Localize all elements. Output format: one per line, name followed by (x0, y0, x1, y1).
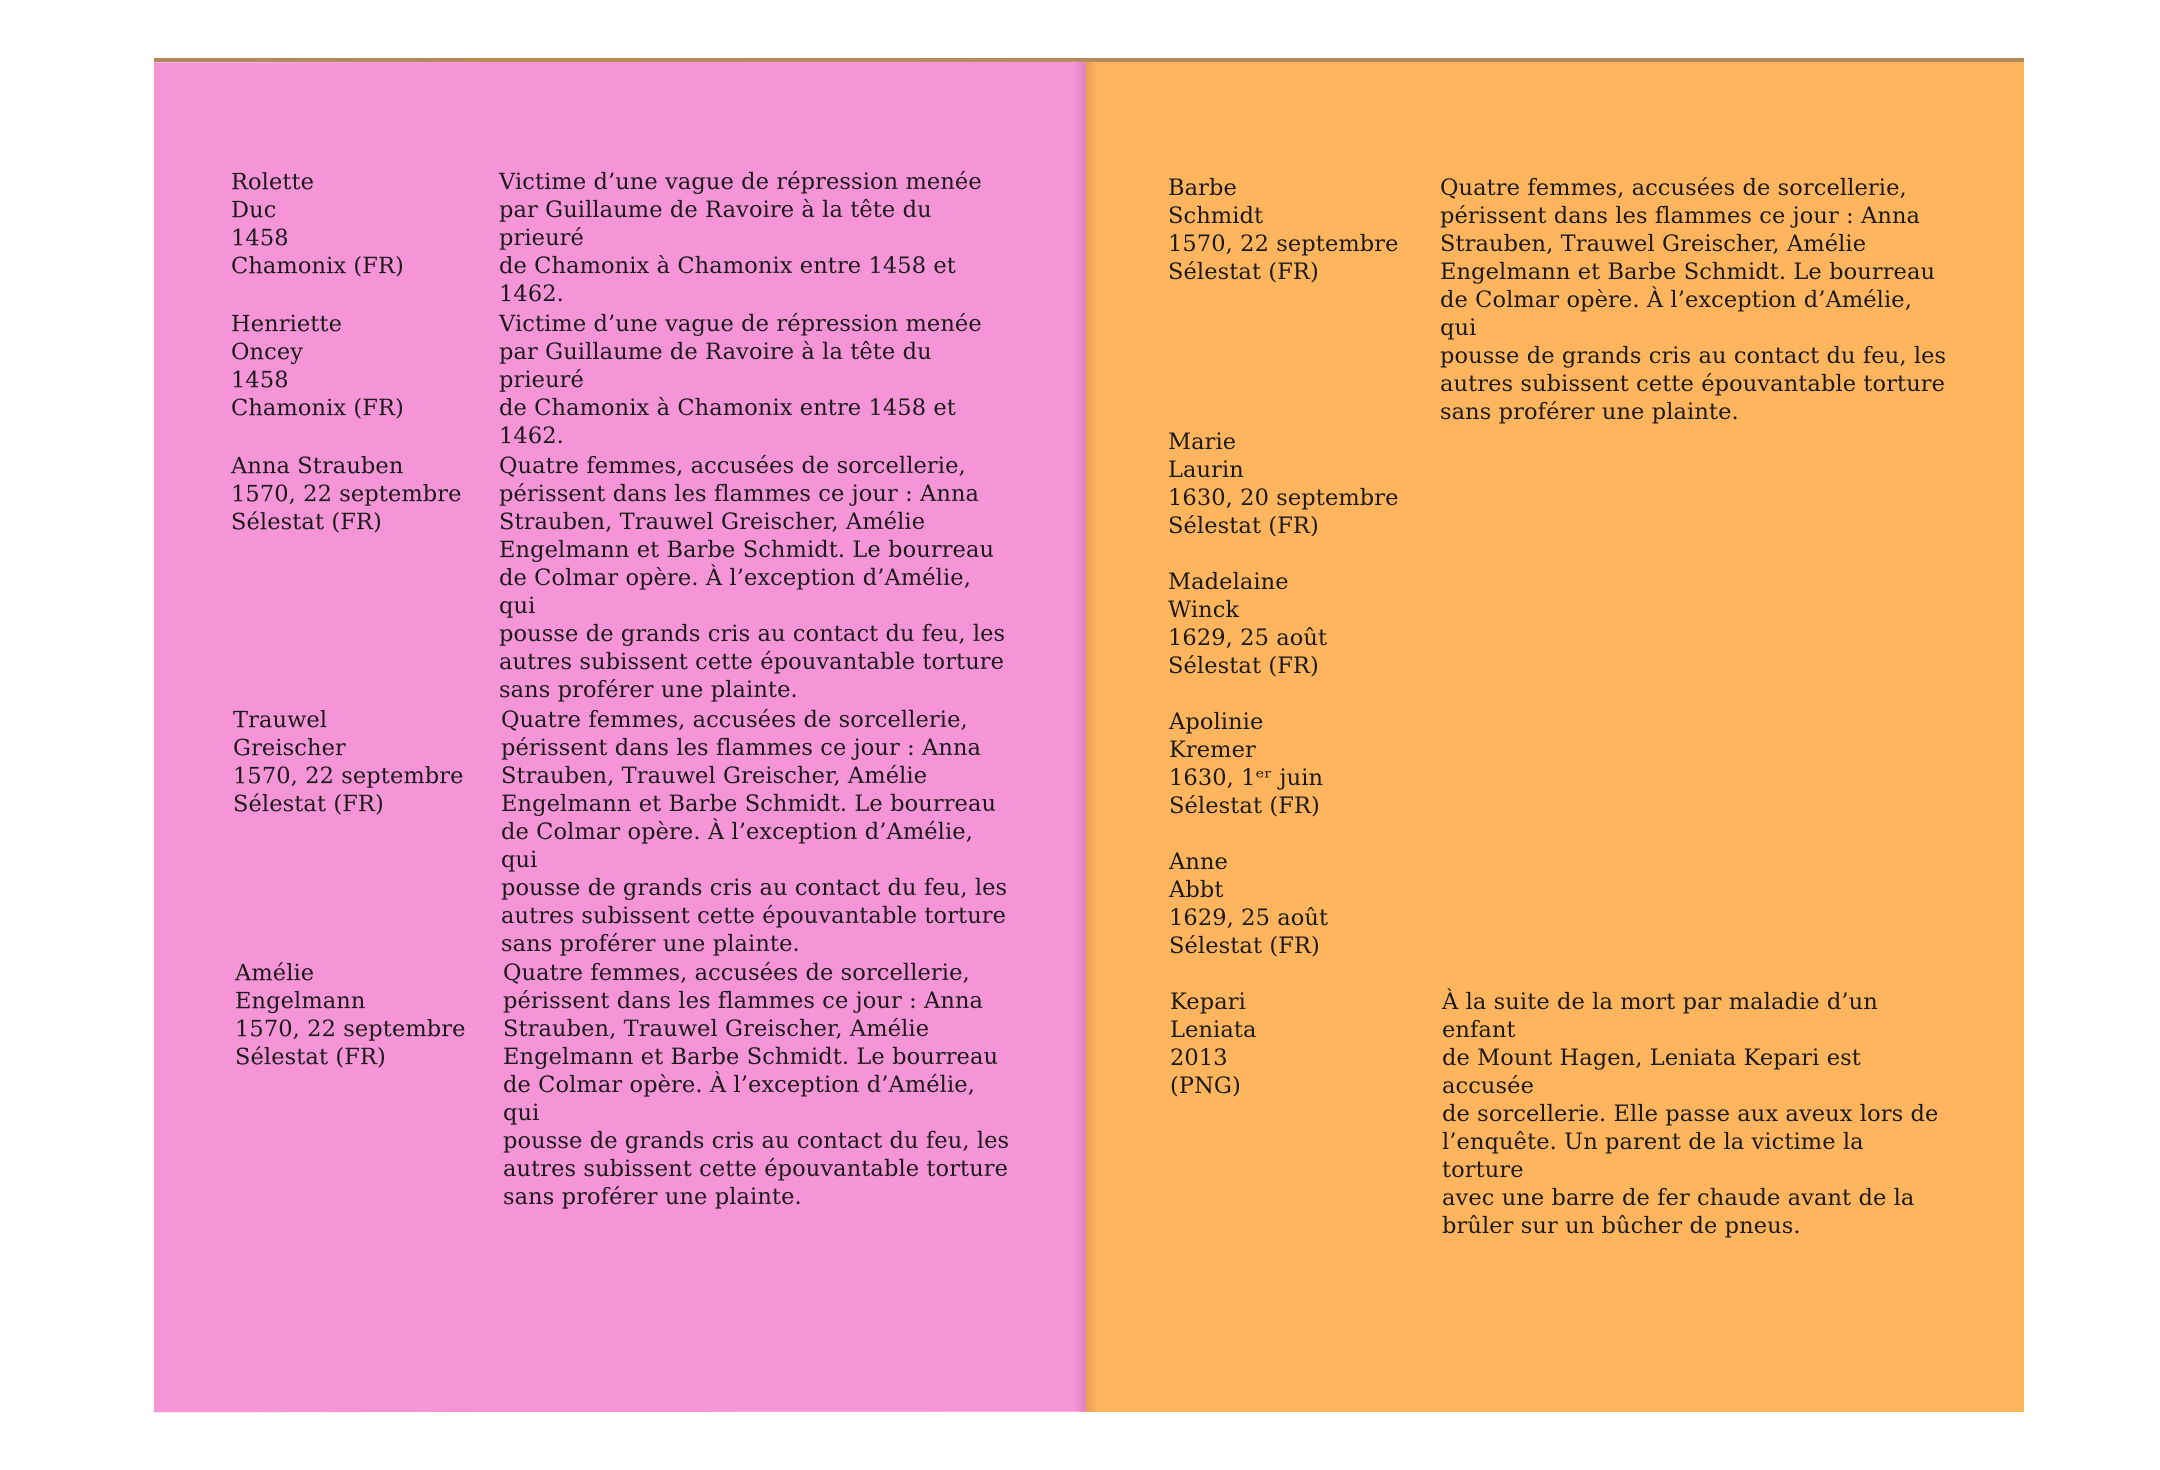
entry-description: À la suite de la mort par maladie d’un enfant de Mount Hagen, Leniata Kepari est accusée de sorcellerie. Elle passe aux aveux lors de l’enquête. Un parent de la victime la torture avec une barre de fer chaude avant de la brûler sur un bûcher de pneus. (1442, 989, 1939, 1239)
entry-meta: Kepari Leniata 2013 (PNG) (1170, 989, 1257, 1099)
entry-meta: Henriette Oncey 1458 Chamonix (FR) (231, 311, 404, 422)
spine-shadow (1074, 62, 1098, 1412)
entry-meta: Rolette Duc 1458 Chamonix (FR) (231, 169, 404, 280)
entry-description: Quatre femmes, accusées de sorcellerie, périssent dans les flammes ce jour : Anna Strauben, Trauwel Greischer, Amélie Engelmann et Barbe Schmidt. Le bourreau de Colmar opère. À l’exception d’Amélie, qui pousse de grands cris au contact du feu, les autres subissent cette épouvantable torture sans proférer une plainte. (501, 706, 1008, 958)
entry-description: Quatre femmes, accusées de sorcellerie, périssent dans les flammes ce jour : Anna Strauben, Trauwel Greischer, Amélie Engelmann et Barbe Schmidt. Le bourreau de Colmar opère. À l’exception d’Amélie, qui pousse de grands cris au contact du feu, les autres subissent cette épouvantable torture sans proférer une plainte. (503, 959, 1010, 1211)
entry-meta: Marie Laurin 1630, 20 septembre Sélestat (FR) (1168, 429, 1399, 539)
entry-meta: Trauwel Greischer 1570, 22 septembre Sélestat (FR) (233, 707, 464, 818)
entry-description: Victime d’une vague de répression menée par Guillaume de Ravoire à la tête du prieuré de Chamonix à Chamonix entre 1458 et 1462. (499, 310, 982, 450)
right-page (1086, 62, 2024, 1412)
entry-description: Quatre femmes, accusées de sorcellerie, périssent dans les flammes ce jour : Anna Strauben, Trauwel Greischer, Amélie Engelmann et Barbe Schmidt. Le bourreau de Colmar opère. À l’exception d’Amélie, qui pousse de grands cris au contact du feu, les autres subissent cette épouvantable torture sans proférer une plainte. (1440, 175, 1947, 425)
entry-description: Victime d’une vague de répression menée par Guillaume de Ravoire à la tête du prieuré de Chamonix à Chamonix entre 1458 et 1462. (499, 168, 982, 308)
booklet-spread (154, 62, 2024, 1412)
entry-meta: Madelaine Winck 1629, 25 août Sélestat (FR) (1168, 569, 1328, 679)
entry-meta: Apolinie Kremer 1630, 1ᵉʳ juin Sélestat (FR) (1169, 709, 1324, 819)
entry-meta: Amélie Engelmann 1570, 22 septembre Sélestat (FR) (235, 960, 466, 1071)
left-page (154, 62, 1086, 1412)
entry-description: Quatre femmes, accusées de sorcellerie, périssent dans les flammes ce jour : Anna Strauben, Trauwel Greischer, Amélie Engelmann et Barbe Schmidt. Le bourreau de Colmar opère. À l’exception d’Amélie, qui pousse de grands cris au contact du feu, les autres subissent cette épouvantable torture sans proférer une plainte. (499, 452, 1006, 704)
entry-meta: Anne Abbt 1629, 25 août Sélestat (FR) (1169, 849, 1329, 959)
entry-meta: Barbe Schmidt 1570, 22 septembre Sélestat (FR) (1168, 175, 1399, 285)
entry-meta: Anna Strauben 1570, 22 septembre Sélestat (FR) (231, 453, 462, 536)
